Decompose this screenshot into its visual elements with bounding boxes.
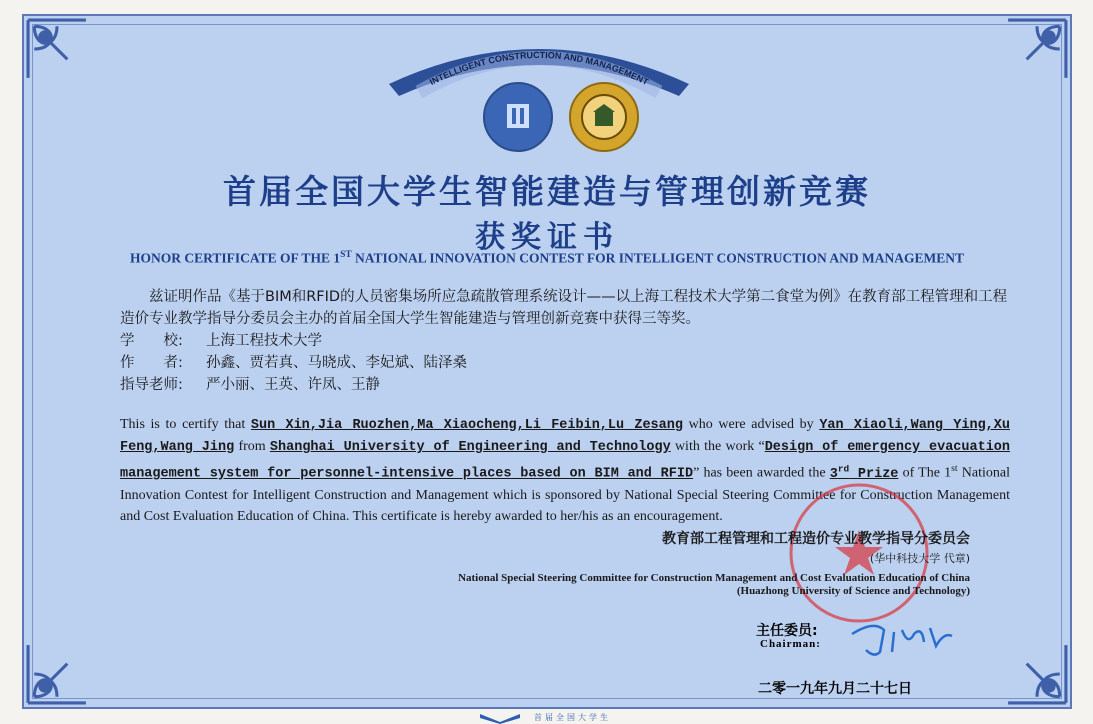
chinese-paragraph: 兹证明作品《基于BIM和RFID的人员密集场所应急疏散管理系统设计——以上海工程技术大学第二食堂为例》在教育部工程管理和工程造价专业教学指导分委员会主办的首届全国大学生智能建造与管理创新竞赛中获得三等奖。 (120, 289, 1008, 327)
authors-en: Sun Xin,Jia Ruozhen,Ma Xiaocheng,Li Feibin,Lu Zesang (250, 418, 683, 433)
chinese-body (120, 286, 1020, 396)
issue-date: 二零一九年九月二十七日 (758, 681, 912, 697)
english-body: This is to certify that Sun Xin,Jia Ruozhen,Ma Xiaocheng,Li Feibin,Lu Zesang who were advised by Yan Xiaoli,Wang Ying,Xu Feng,Wang Jing from Shanghai University of Engineering and Technology with the work “Design of emergency evacuation management system for personnel-intensive places based on BIM and RFID” has been awarded the 3rd Prize of The 1st National Innovation Contest for Intelligent Construction and Management which is sponsored by National Special Steering Committee for Construction Management and Cost Evaluation Education of China. This certificate is hereby awarded to her/his as an encouragement. (120, 417, 1011, 524)
signature-icon (844, 612, 964, 660)
university-seal-icon (569, 82, 639, 152)
corner-ornament-icon (1006, 643, 1068, 705)
chairman-label-en: Chairman: (760, 638, 821, 650)
issuer-cn: 教育部工程管理和工程造价专业教学指导分委员会 (662, 531, 970, 547)
advisors-field: 指导老师: 严小丽、王英、许凤、王静 (120, 377, 380, 393)
issuer-en: National Special Steering Committee for Construction Management and Cost Evaluation Education of China (Huazhong University of Science and Technology) (458, 572, 970, 597)
authors-field: 作 者: 孙鑫、贾若真、马晓成、李妃斌、陆泽桑 (120, 355, 467, 371)
corner-ornament-icon (26, 18, 88, 80)
corner-ornament-icon (1006, 18, 1068, 80)
footer-text: 首届全国大学生 (534, 713, 611, 722)
certificate (22, 14, 1072, 709)
school-en: Shanghai University of Engineering and Technology (269, 440, 671, 455)
corner-ornament-icon (26, 643, 88, 705)
prize-en: 3rd Prize (829, 463, 899, 482)
work-title-en: Design of emergency evacuation management system for personnel-intensive places based on BIM and RFID (120, 440, 1011, 482)
icm-logo-icon (483, 82, 553, 152)
school-field: 学 校: 上海工程技术大学 (120, 333, 322, 349)
ribbon-text: INTELLIGENT CONSTRUCTION AND MANAGEMENT (427, 49, 651, 88)
footer-logo-icon (478, 712, 522, 724)
advisors-en: Yan Xiaoli,Wang Ying,Xu Feng,Wang Jing (120, 418, 1010, 455)
certificate-subtitle: 获奖证书 (475, 220, 619, 255)
chairman-label-cn: 主任委员: (756, 623, 818, 639)
page-title: 首届全国大学生智能建造与管理创新竞赛 (223, 172, 871, 211)
english-title: HONOR CERTIFICATE OF THE 1ST NATIONAL INNOVATION CONTEST FOR INTELLIGENT CONSTRUCTION AND MANAGEMENT (130, 250, 964, 266)
svg-text:INTELLIGENT CONSTRUCTION AND M (428, 50, 651, 87)
issuer-cn-sub: (华中科技大学 代章) (869, 552, 970, 565)
